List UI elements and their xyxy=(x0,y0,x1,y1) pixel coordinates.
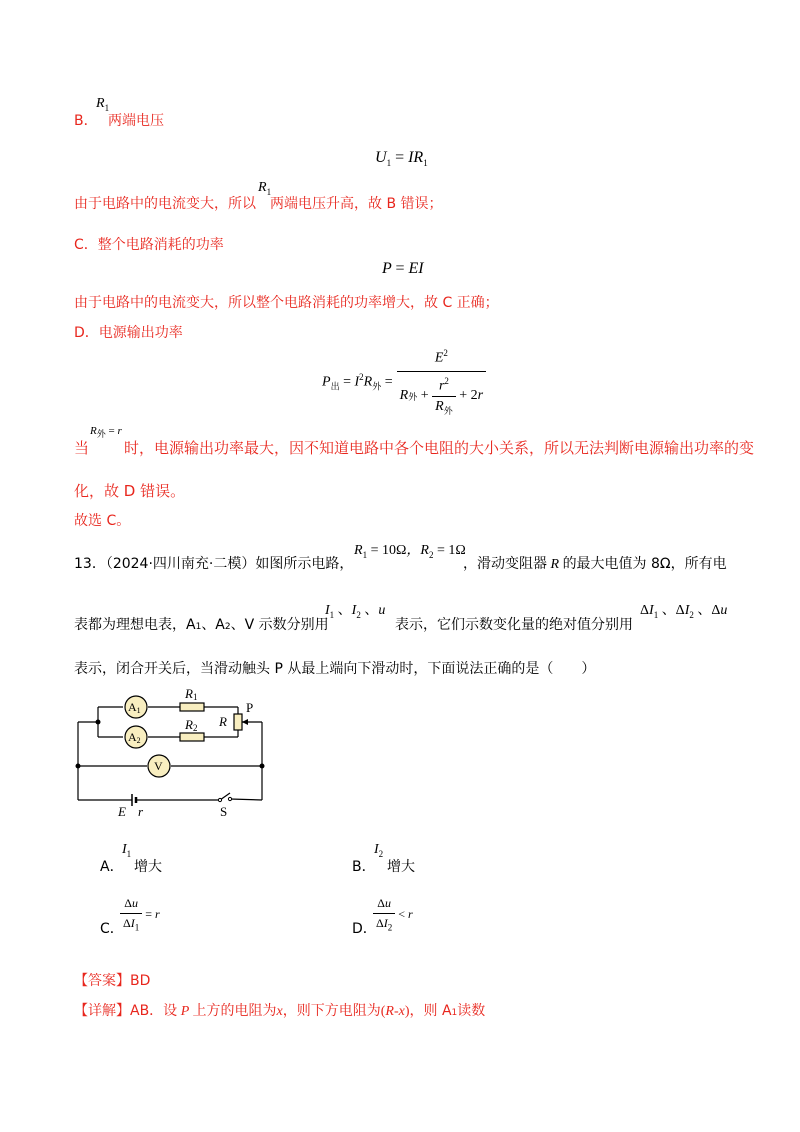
equation-output-power: $P_出 = I^2R_外$ = $E^2$ R 外 + $\frac{r^2}{R_外}$ + 2 r xyxy=(322,348,486,417)
option-d2-formula: $\frac{\Delta u}{\Delta I_2}$ < r xyxy=(373,896,413,932)
option-c2-label: C． xyxy=(100,921,124,937)
option-b2-symbol: $I_2$ xyxy=(374,842,384,859)
rheostat-r xyxy=(234,714,242,730)
junction-lower-left xyxy=(76,764,81,769)
slider-arrow xyxy=(242,719,248,725)
junction-left xyxy=(96,720,101,725)
detail-text2: 上方的电阻为 xyxy=(192,1003,277,1019)
line2-b: 、A xyxy=(201,617,225,633)
b-reason-part2: 两端电压升高，故 B 错误； xyxy=(270,196,443,212)
line2-c: 、V 示数分别用 xyxy=(230,617,329,633)
option-b2-label: B． xyxy=(352,859,376,875)
detail-text4: ，则 A xyxy=(409,1003,452,1019)
label-r: R xyxy=(219,714,227,729)
question-13-suffix xyxy=(463,553,727,573)
option-c-line: C．整个电路消耗的功率 xyxy=(74,237,224,253)
c-reason: 由于电路中的电流变大，所以整个电路消耗的功率增大，故 C 正确； xyxy=(74,295,499,311)
equation-power: P = EI xyxy=(382,260,424,277)
detail-a1-sub: 1 xyxy=(451,1008,458,1018)
label-p: P xyxy=(246,700,254,715)
option-d2-label: D． xyxy=(352,921,377,937)
detail-p-symbol: P xyxy=(177,1004,193,1019)
label-e: E xyxy=(118,804,126,819)
b-reason-part1: 由于电路中的电流变大，所以 xyxy=(74,196,256,212)
r-symbol: R xyxy=(547,557,563,572)
resistor-r2 xyxy=(180,733,204,741)
detail-text3: ，则下方电阻为 xyxy=(282,1003,381,1019)
delta-symbols: $\Delta I_1$ 、$\Delta I_2$ 、Δu xyxy=(640,603,728,620)
conclusion-choose-c: 故选 C。 xyxy=(74,513,131,529)
option-a-symbol: $I_1$ xyxy=(122,842,132,859)
detail-text5: 读数 xyxy=(457,1003,486,1019)
switch-contact-right xyxy=(228,797,231,800)
r-ext-equals-r: $R_外 = r$ xyxy=(90,425,122,440)
switch-contact-left xyxy=(218,798,221,801)
label-a2: A2 xyxy=(128,730,141,745)
label-a1: A1 xyxy=(128,700,141,715)
detail-rx-symbol: (R-x) xyxy=(380,1004,410,1019)
label-s: S xyxy=(220,804,228,819)
detail-tag: 【详解】 xyxy=(74,1003,130,1019)
circuit-diagram xyxy=(70,680,275,820)
option-b-text: 两端电压 xyxy=(108,113,164,129)
equation-u1: $U_1 = IR_1$ xyxy=(375,149,428,169)
detail-text1: AB．设 xyxy=(130,1003,178,1019)
option-a-text: 增大 xyxy=(134,859,162,875)
option-d-line: D．电源输出功率 xyxy=(74,325,183,341)
label-r-internal: r xyxy=(138,804,144,819)
label-r2: R2 xyxy=(185,717,198,733)
option-a-label: A． xyxy=(100,859,124,875)
r1-symbol: $R_1$ xyxy=(96,96,110,113)
q13-suffix2-text: 的最大电值为 8Ω，所有电 xyxy=(562,556,727,572)
line2-a: 表都为理想电表，A xyxy=(74,617,196,633)
option-c2-formula: $\frac{\Delta u}{\Delta I_1}$ = r xyxy=(120,896,160,932)
option-b-label: B． xyxy=(74,113,98,129)
d-reason-when: 当 xyxy=(74,439,90,457)
resistor-r1 xyxy=(180,703,204,711)
label-r1: R1 xyxy=(185,686,198,702)
detail-line xyxy=(74,1000,485,1020)
option-b2-text: 增大 xyxy=(387,859,415,875)
label-v: V xyxy=(154,759,163,773)
question-13-line2-d: 表示，它们示数变化量的绝对值分别用 xyxy=(395,617,633,633)
d-reason-line2: 化，故 D 错误。 xyxy=(74,482,186,500)
r1-r2-values: $R_1 = 10\Omega$，$R_2 = 1\Omega$ xyxy=(354,543,466,560)
detail-x-symbol: x xyxy=(276,1004,283,1019)
r1-symbol-2: $R_1$ xyxy=(258,180,272,197)
question-13-line3: 表示，闭合开关后，当滑动触头 P 从最上端向下滑动时，下面说法正确的是（ ） xyxy=(74,661,596,677)
question-13-line2: 表都为理想电表，A1、A2、V 示数分别用 xyxy=(74,617,329,633)
junction-lower-right xyxy=(260,764,265,769)
question-13-prefix: 13．（2024·四川南充·二模）如图所示电路， xyxy=(74,556,354,572)
d-reason-line1: 时，电源输出功率最大，因不知道电路中各个电阻的大小关系，所以无法判断电源输出功率的变 xyxy=(124,439,755,457)
q13-suffix-text: ，滑动变阻器 xyxy=(463,556,547,572)
answer-line: 【答案】BD xyxy=(74,973,151,989)
i1-i2-u-symbols: $I_1$ 、$I_2$ 、u xyxy=(325,603,386,620)
